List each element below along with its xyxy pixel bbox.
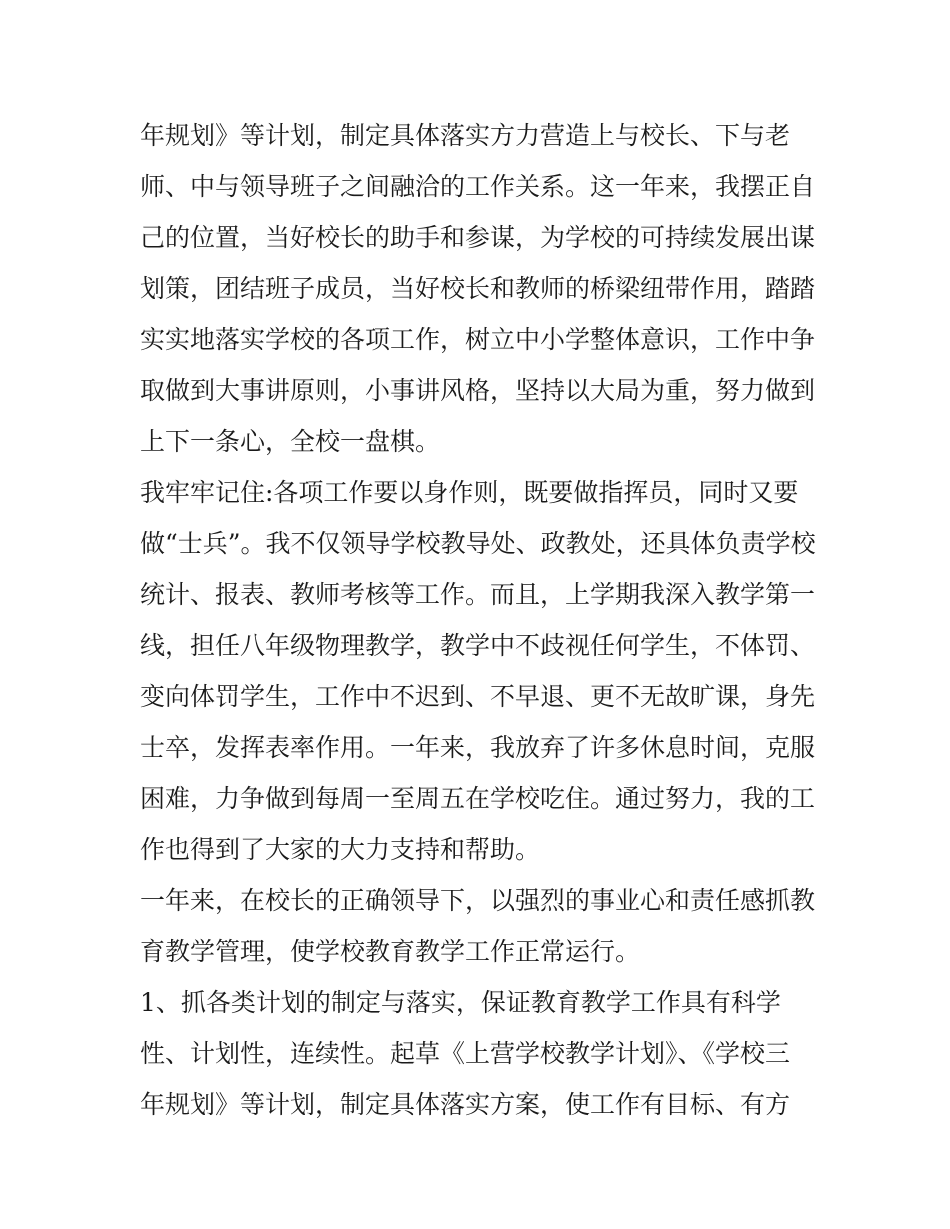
text-line: 统计、报表、教师考核等工作。而且，上学期我深入教学第一 <box>140 580 816 609</box>
text-line: 年规划》等计划，制定具体落实方案，使工作有目标、有方 <box>140 1090 791 1119</box>
text-line: 困难，力争做到每周一至周五在学校吃住。通过努力，我的工 <box>140 784 816 813</box>
text-line: 划策，团结班子成员，当好校长和教师的桥梁纽带作用，踏踏 <box>140 274 816 303</box>
text-line: 我牢牢记住:各项工作要以身作则，既要做指挥员，同时又要 <box>140 478 799 507</box>
text-line: 取做到大事讲原则，小事讲风格，坚持以大局为重，努力做到 <box>140 376 816 405</box>
text-line: 育教学管理，使学校教育教学工作正常运行。 <box>140 937 641 966</box>
text-line: 做“士兵”。我不仅领导学校教导处、政教处，还具体负责学校 <box>140 529 816 558</box>
text-line: 上下一条心，全校一盘棋。 <box>140 427 441 456</box>
text-line: 1、抓各类计划的制定与落实，保证教育教学工作具有科学 <box>140 988 781 1017</box>
document-body <box>140 110 830 1130</box>
text-line: 实实地落实学校的各项工作，树立中小学整体意识，工作中争 <box>140 325 816 354</box>
text-line: 线，担任八年级物理教学，教学中不歧视任何学生，不体罚、 <box>140 631 816 660</box>
text-line: 师、中与领导班子之间融洽的工作关系。这一年来，我摆正自 <box>140 172 816 201</box>
text-line: 性、计划性，连续性。起草《上营学校教学计划》、《学校三 <box>140 1039 791 1068</box>
text-line: 作也得到了大家的大力支持和帮助。 <box>140 835 541 864</box>
text-line: 士卒，发挥表率作用。一年来，我放弃了许多休息时间，克服 <box>140 733 816 762</box>
text-line: 己的位置，当好校长的助手和参谋，为学校的可持续发展出谋 <box>140 223 816 252</box>
text-line: 一年来，在校长的正确领导下，以强烈的事业心和责任感抓教 <box>140 886 816 915</box>
text-line: 变向体罚学生，工作中不迟到、不早退、更不无故旷课，身先 <box>140 682 816 711</box>
text-line: 年规划》等计划，制定具体落实方力营造上与校长、下与老 <box>140 121 791 150</box>
